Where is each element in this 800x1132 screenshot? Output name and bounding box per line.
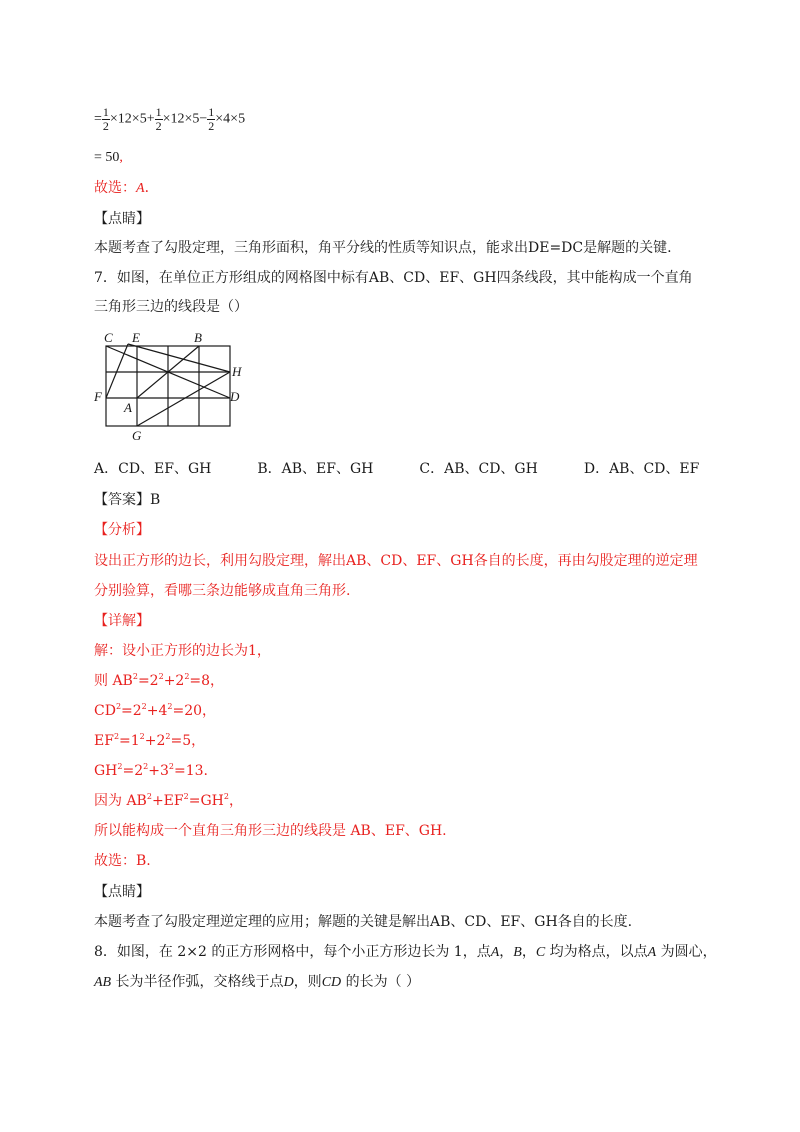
label-B: B: [194, 330, 202, 345]
q7-answer: 【答案】B: [94, 492, 161, 508]
segment-EH: [128, 344, 230, 372]
detail-line-ab: 则 $AB^2=2^2+2^2=8$，: [94, 672, 225, 689]
term: ×4×5: [215, 111, 246, 127]
calc-line: [94, 106, 245, 133]
label-H: H: [232, 364, 242, 379]
q7-analysis-heading: 【分析】: [94, 522, 150, 538]
fraction-half: $\frac{1}{2}$: [102, 105, 109, 133]
detail-line-ef: $EF^2=1^2+2^2=5$，: [94, 732, 206, 749]
fraction-half: $\frac{1}{2}$: [208, 105, 215, 133]
label-A: A: [124, 400, 132, 415]
detail-line-cd: $CD^2=2^2+4^2=20$，: [94, 702, 217, 719]
q7-stem-line2: 三角形三边的线段是（）: [94, 299, 248, 315]
term: ×12×5−: [162, 111, 208, 127]
calc-choice: 故选：A．: [94, 180, 159, 196]
q7-analysis-line1: 设出正方形的边长，利用勾股定理，解出AB、CD、EF、GH各自的长度，再由勾股定理的逆定理: [94, 553, 698, 569]
option-d: D．AB、CD、EF: [583, 461, 700, 477]
calc-result: = 50,: [94, 150, 123, 165]
q7-stem-line1: 7．如图，在单位正方形组成的网格图中标有AB、CD、EF、GH四条线段，其中能构成一个直角: [94, 270, 693, 286]
detail-line-gh: $GH^2=2^2+3^2=13$.: [94, 762, 208, 779]
detail-line-conclusion: 所以能构成一个直角三角形三边的线段是 AB、EF、GH.: [94, 823, 447, 839]
eq-prefix: =: [94, 111, 102, 127]
q7-analysis-line2: 分别验算，看哪三条边能够成直角三角形.: [94, 583, 351, 599]
comment6-heading: 【点睛】: [94, 211, 150, 227]
label-E: E: [132, 330, 140, 345]
label-F: F: [94, 389, 102, 404]
q7-comment-heading: 【点睛】: [94, 884, 150, 900]
q7-detail-heading: 【详解】: [94, 613, 150, 629]
option-c: C．AB、CD、GH: [419, 461, 538, 477]
option-a: A．CD、EF、GH: [94, 461, 212, 477]
q8-stem-line1: 8．如图，在 2×2 的正方形网格中，每个小正方形边长为 1，点A，B，C 均为格点，以点A 为圆心，: [94, 944, 717, 960]
option-b: B．AB、EF、GH: [257, 461, 374, 477]
q7-grid-figure: [92, 328, 252, 444]
segment-EF: [106, 344, 128, 398]
term: ×12×5+: [109, 111, 155, 127]
detail-line1: 解：设小正方形的边长为1，: [94, 643, 271, 659]
q8-stem-line2: AB 长为半径作弧，交格线于点D，则CD 的长为（ ）: [94, 974, 421, 990]
comment6-text: 本题考查了勾股定理，三角形面积，角平分线的性质等知识点，能求出DE=DC是解题的关键.: [94, 240, 672, 256]
segment-GH: [137, 372, 230, 426]
label-G: G: [132, 428, 142, 443]
q7-comment-text: 本题考查了勾股定理逆定理的应用；解题的关键是解出AB、CD、EF、GH各自的长度.: [94, 914, 633, 930]
detail-line-because: 因为 $AB^2+EF^2=GH^2$，: [94, 792, 243, 809]
fraction-half: $\frac{1}{2}$: [155, 105, 162, 133]
label-C: C: [104, 330, 113, 345]
detail-line-choice: 故选：B.: [94, 853, 151, 869]
label-D: D: [230, 389, 240, 404]
q7-options: [94, 459, 745, 479]
